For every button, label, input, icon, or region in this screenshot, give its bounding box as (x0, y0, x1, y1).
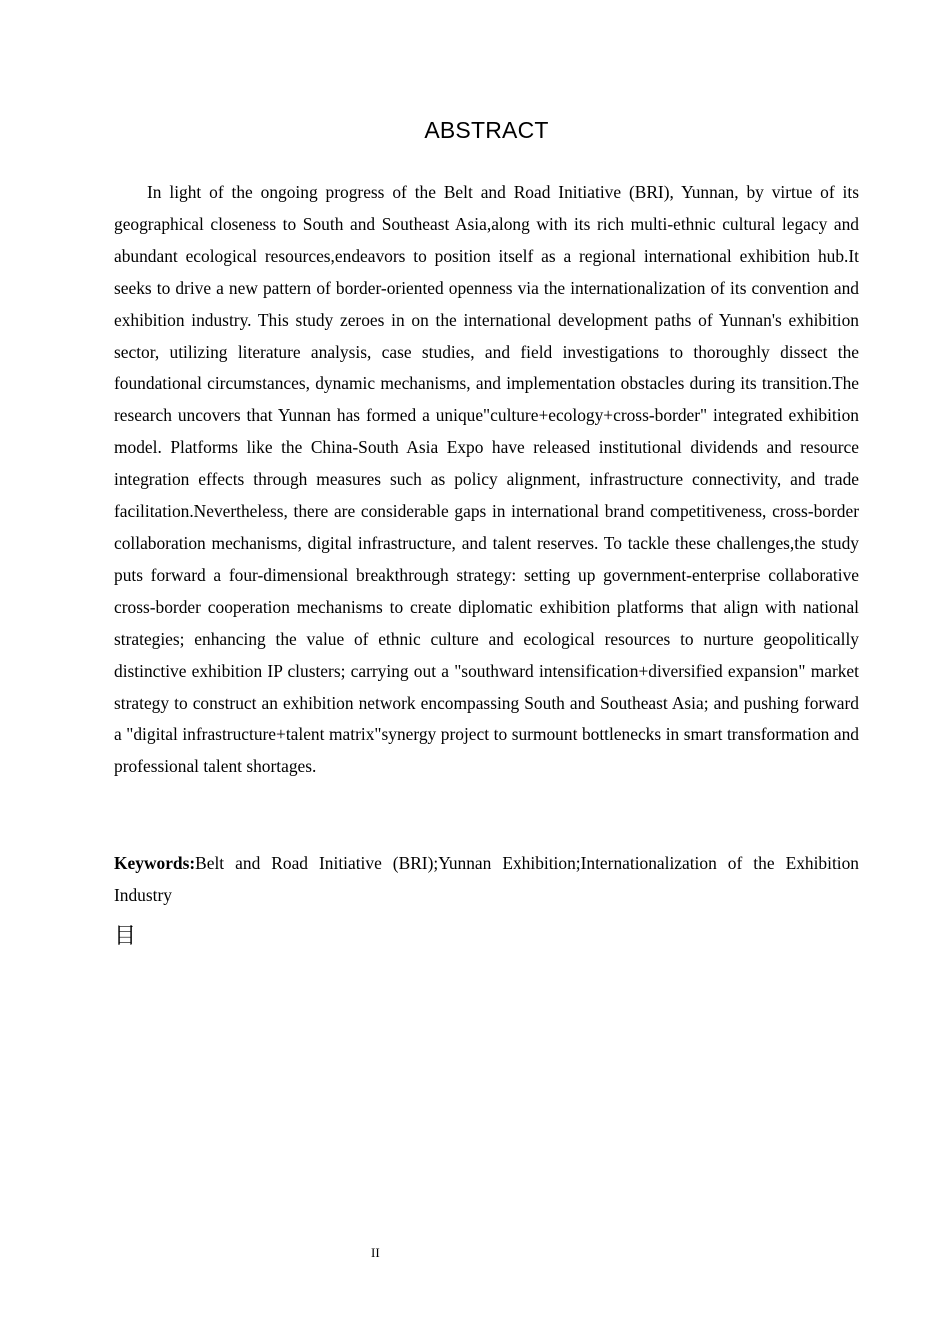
keywords-line (114, 848, 859, 912)
keywords-text: Belt and Road Initiative (BRI);Yunnan Exhibition;Internationalization of the Exhibition Industry (114, 853, 859, 905)
table-of-contents-heading: 目 (114, 924, 137, 949)
keywords-label: Keywords: (114, 853, 196, 873)
abstract-title: ABSTRACT (424, 117, 549, 143)
abstract-paragraph: In light of the ongoing progress of the Belt and Road Initiative (BRI), Yunnan, by virtue of its geographical closeness to South and Southeast Asia,along with its rich multi-ethnic cultural legacy and abundant ecological resources,endeavors to position itself as a regional international exhibition hub.It seeks to drive a new pattern of border-oriented openness via the internationalization of its convention and exhibition industry. This study zeroes in on the international development paths of Yunnan's exhibition sector, utilizing literature analysis, case studies, and field investigations to thoroughly dissect the foundational circumstances, dynamic mechanisms, and implementation obstacles during its transition.The research uncovers that Yunnan has formed a unique"culture+ecology+cross-border" integrated exhibition model. Platforms like the China-South Asia Expo have released institutional dividends and resource integration effects through measures such as policy alignment, infrastructure connectivity, and trade facilitation.Nevertheless, there are considerable gaps in international brand competitiveness, cross-border collaboration mechanisms, digital infrastructure, and talent reserves. To tackle these challenges,the study puts forward a four-dimensional breakthrough strategy: setting up government-enterprise collaborative cross-border cooperation mechanisms to create diplomatic exhibition platforms that align with national strategies; enhancing the value of ethnic culture and ecological resources to nurture geopolitically distinctive exhibition IP clusters; carrying out a "southward intensification+diversified expansion" market strategy to construct an exhibition network encompassing South and Southeast Asia; and pushing forward a "digital infrastructure+talent matrix"synergy project to surmount bottlenecks in smart transformation and professional talent shortages. (114, 182, 859, 777)
page-number: II (371, 1245, 380, 1260)
